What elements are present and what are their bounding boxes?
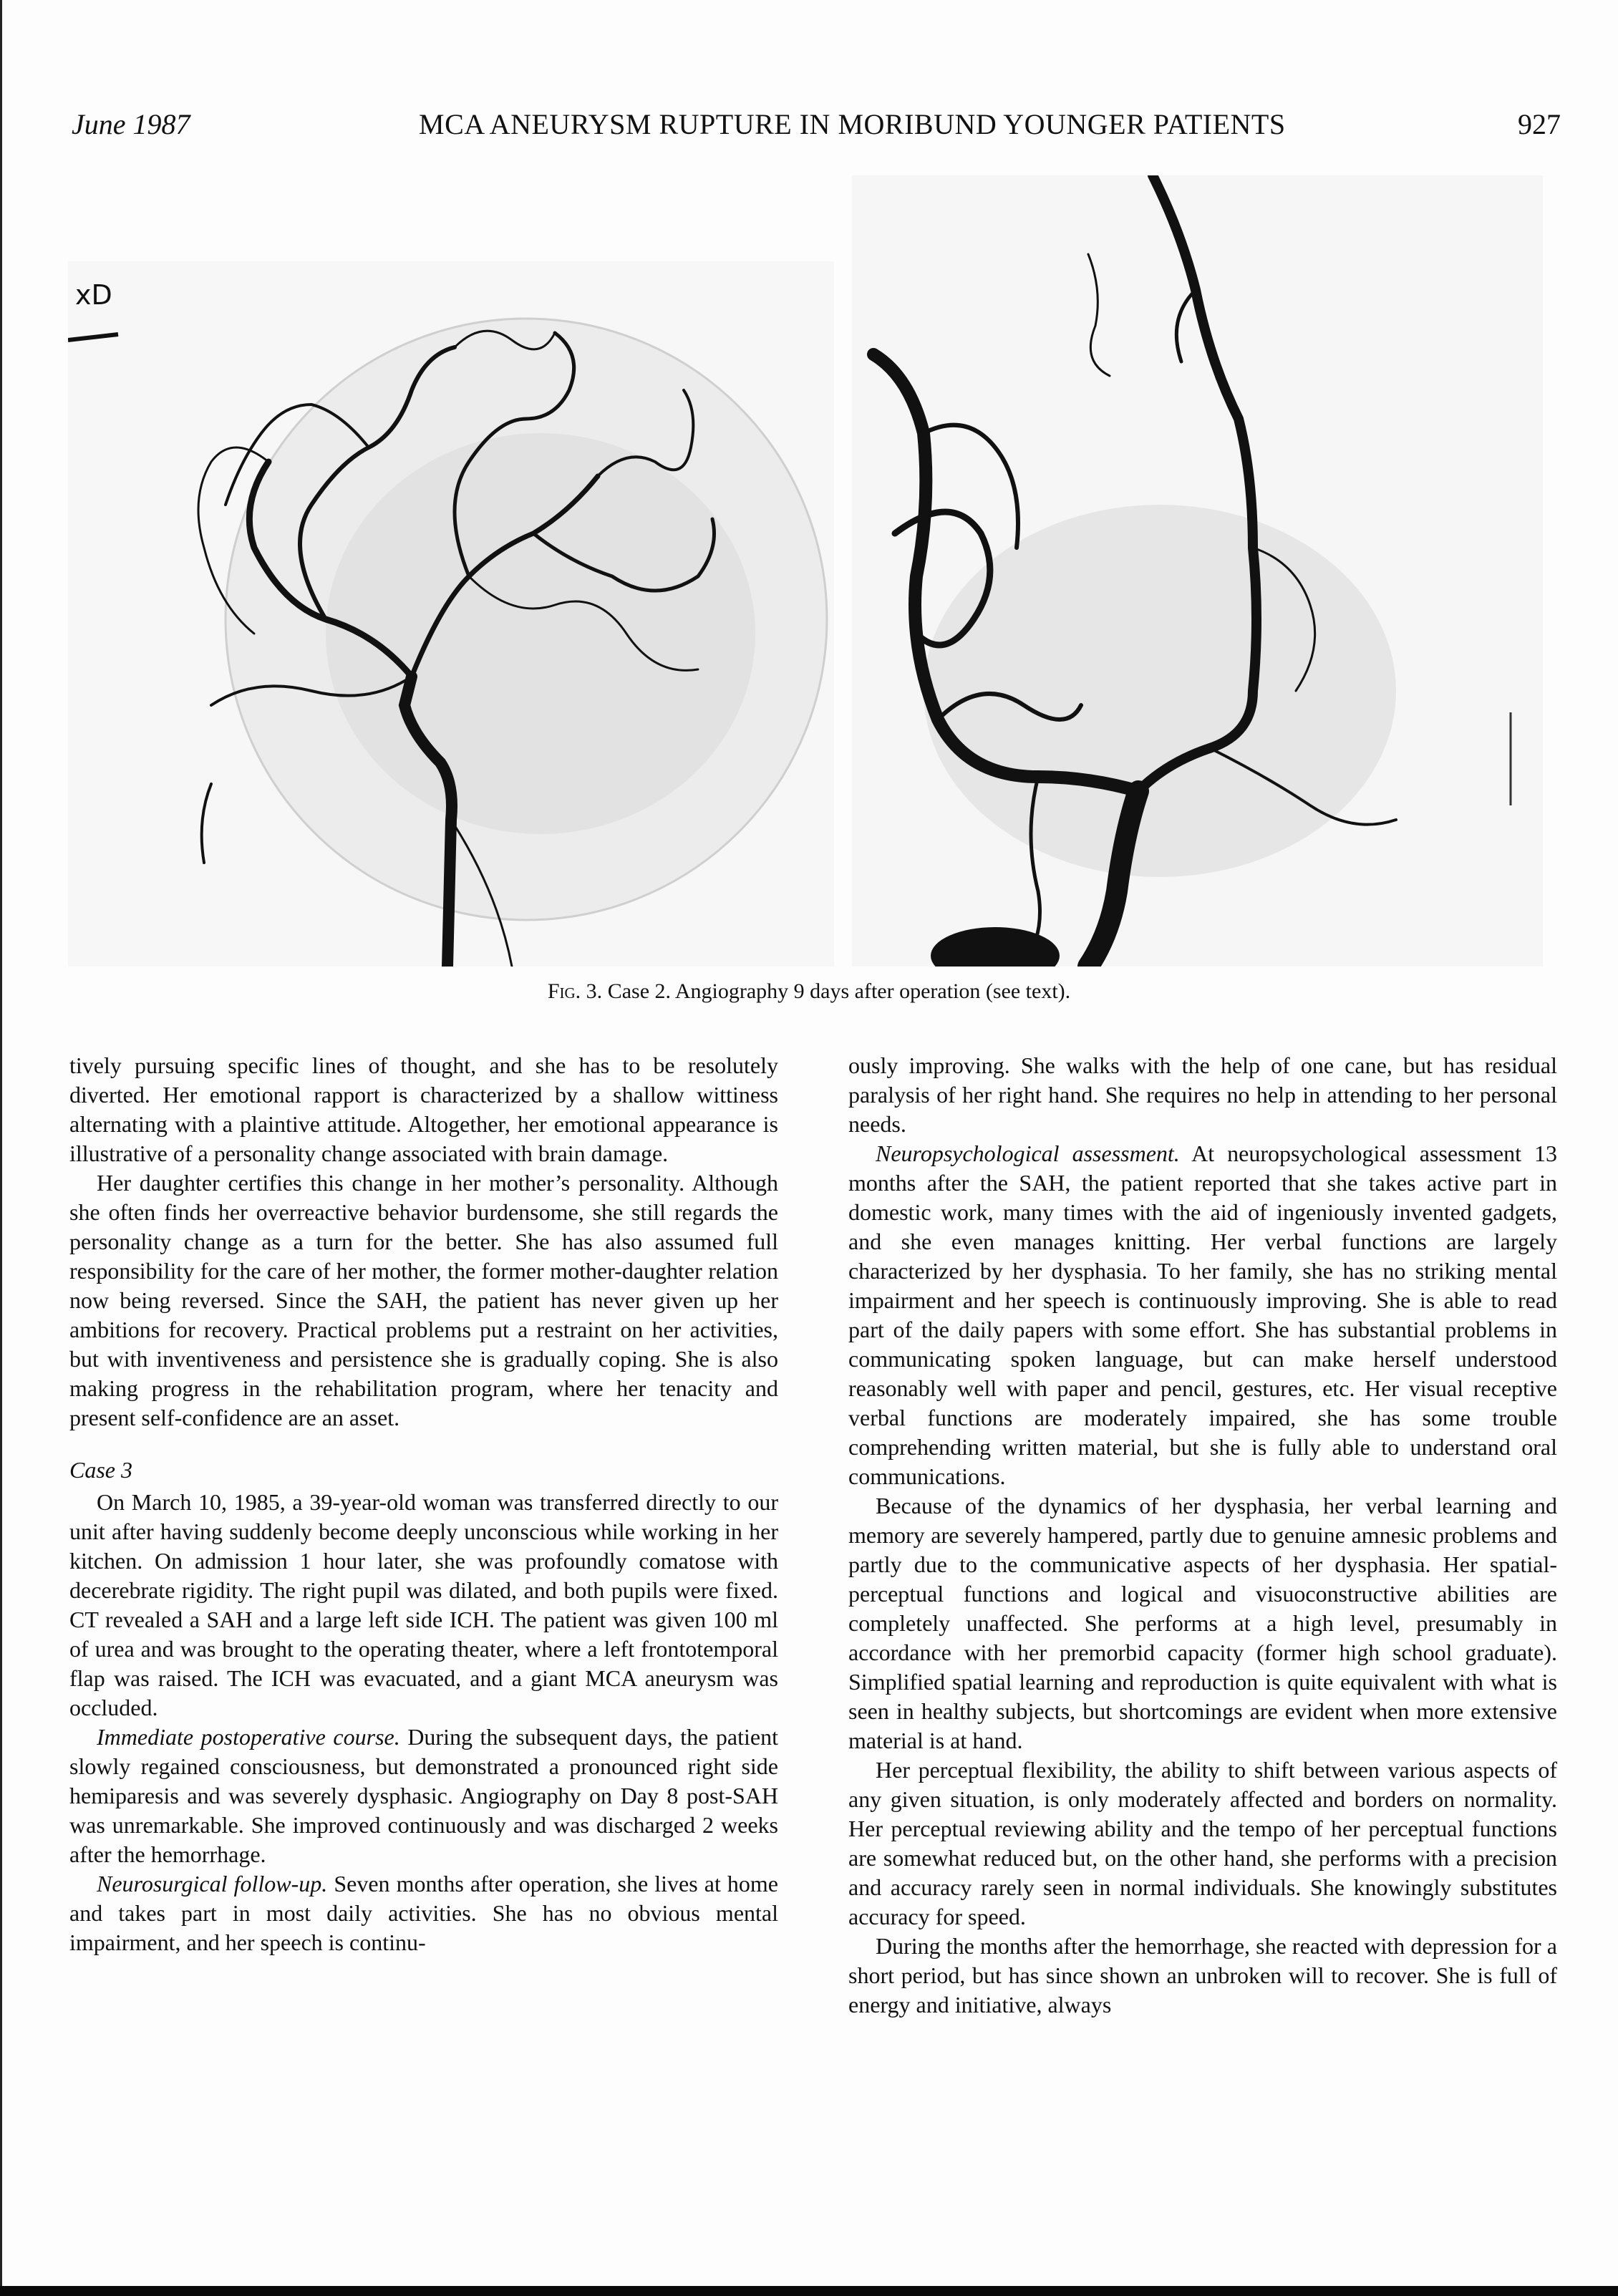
page-left-edge (0, 0, 2, 2296)
figure-caption (0, 979, 1618, 1004)
run-in-heading: Neurosurgical follow-up. (97, 1871, 328, 1897)
caption-label: Fig. 3. (547, 979, 603, 1003)
left-column (69, 1051, 778, 1957)
page-number: 927 (1518, 108, 1561, 140)
caption-text: Case 2. Angiography 9 days after operation (see text). (607, 979, 1071, 1003)
header-date: June 1987 (72, 108, 190, 140)
paragraph (69, 1869, 778, 1957)
figure-3 (68, 175, 1543, 967)
run-in-heading: Immediate postoperative course. (97, 1724, 400, 1750)
paragraph: During the months after the hemorrhage, she reacted with depression for a short period, but has since shown an unbroken will to recover. She is full of energy and initiative, always (848, 1933, 1557, 2018)
page-bottom-edge (0, 2286, 1618, 2296)
paragraph (848, 1139, 1557, 1491)
paragraph-text: During the subsequent days, the patient slowly regained consciousness, but demonstrated a pronounced right side hemiparesis and was severely dysphasic. Angiography on Day 8 post-SAH was unremarkable. She improved continuously and was discharged 2 weeks after the hemorrhage. (69, 1724, 779, 1867)
right-column (848, 1051, 1557, 2020)
paragraph: Because of the dynamics of her dysphasia, her verbal learning and memory are severely hampered, partly due to genuine amnesic problems and partly due to the communicative aspects of her dysphasia. Her spatial-perceptual functions and logical and visuoconstructive abilities are completely unaffected. She performs at a high level, presumably in accordance with her premorbid capacity (former high school graduate). Simplified spatial learning and reproduction is quite equivalent with what is seen in healthy subjects, but shortcomings are evident when more extensive material is at hand. (848, 1493, 1557, 1753)
section-heading-case-3: Case 3 (69, 1457, 132, 1483)
paragraph-text: At neuropsychological assessment 13 months after the SAH, the patient reported that she takes active part in domestic work, many times with the aid of ingeniously invented gadgets, and she even manages knitting. Her verbal functions are largely characterized by her dysphasia. To her family, she has no striking mental impairment and her speech is continuously improving. She is able to read part of the daily papers with some effort. She has substantial problems in communicating spoken language, but can make herself understood reasonably well with paper and pencil, gestures, etc. Her visual receptive verbal functions are moderately impaired, she has some trouble comprehending written material, but she is fully able to understand oral communications. (848, 1140, 1558, 1489)
run-in-heading: Neuropsychological assessment. (876, 1140, 1180, 1166)
paragraph: tively pursuing specific lines of thought, and she has to be resolutely diverted. Her emotional rapport is characterized by a shallow wittiness alternating with a plaintive attitude. Altogether, her emotional appearance is illustrative of a personality change associated with brain damage. (69, 1052, 778, 1166)
paragraph: Her daughter certifies this change in her mother’s personality. Although she often finds her overreactive behavior burdensome, she still regards the personality change as a turn for the better. She has also assumed full responsibility for the care of her mother, the former mother-daughter relation now being reversed. Since the SAH, the patient has never given up her ambitions for recovery. Practical problems put a restraint on her activities, but with inventiveness and persistence she is gradually coping. She is also making progress in the rehabilitation program, where her tenacity and present self-confidence are an asset. (69, 1170, 778, 1430)
paragraph (69, 1723, 778, 1869)
image-marker: xD (75, 279, 112, 311)
paragraph: ously improving. She walks with the help of one cane, but has residual paralysis of her right hand. She requires no help in attending to her personal needs. (848, 1052, 1557, 1137)
paragraph-text: Seven months after operation, she lives at home and takes part in most daily activities. She has no obvious mental impairment, and her speech is continu- (69, 1871, 779, 1955)
paragraph: On March 10, 1985, a 39-year-old woman was transferred directly to our unit after having suddenly become deeply unconscious while working in her kitchen. On admission 1 hour later, she was profoundly comatose with decerebrate rigidity. The right pupil was dilated, and both pupils were fixed. CT revealed a SAH and a large left side ICH. The patient was given 100 ml of urea and was brought to the operating theater, where a left frontotemporal flap was raised. The ICH was evacuated, and a giant MCA aneurysm was occluded. (69, 1489, 778, 1720)
angiogram-lateral (68, 175, 834, 967)
header-title: MCA ANEURYSM RUPTURE IN MORIBUND YOUNGER PATIENTS (419, 108, 1286, 140)
paragraph: Her perceptual flexibility, the ability to shift between various aspects of any given situation, is only moderately affected and borders on normality. Her perceptual reviewing ability and the tempo of her perceptual functions are somewhat reduced but, on the other hand, she performs with a precision and accuracy rarely seen in normal individuals. She knowingly substitutes accuracy for speed. (848, 1757, 1557, 1929)
angiogram-frontal (852, 175, 1543, 967)
running-header (72, 107, 1561, 150)
